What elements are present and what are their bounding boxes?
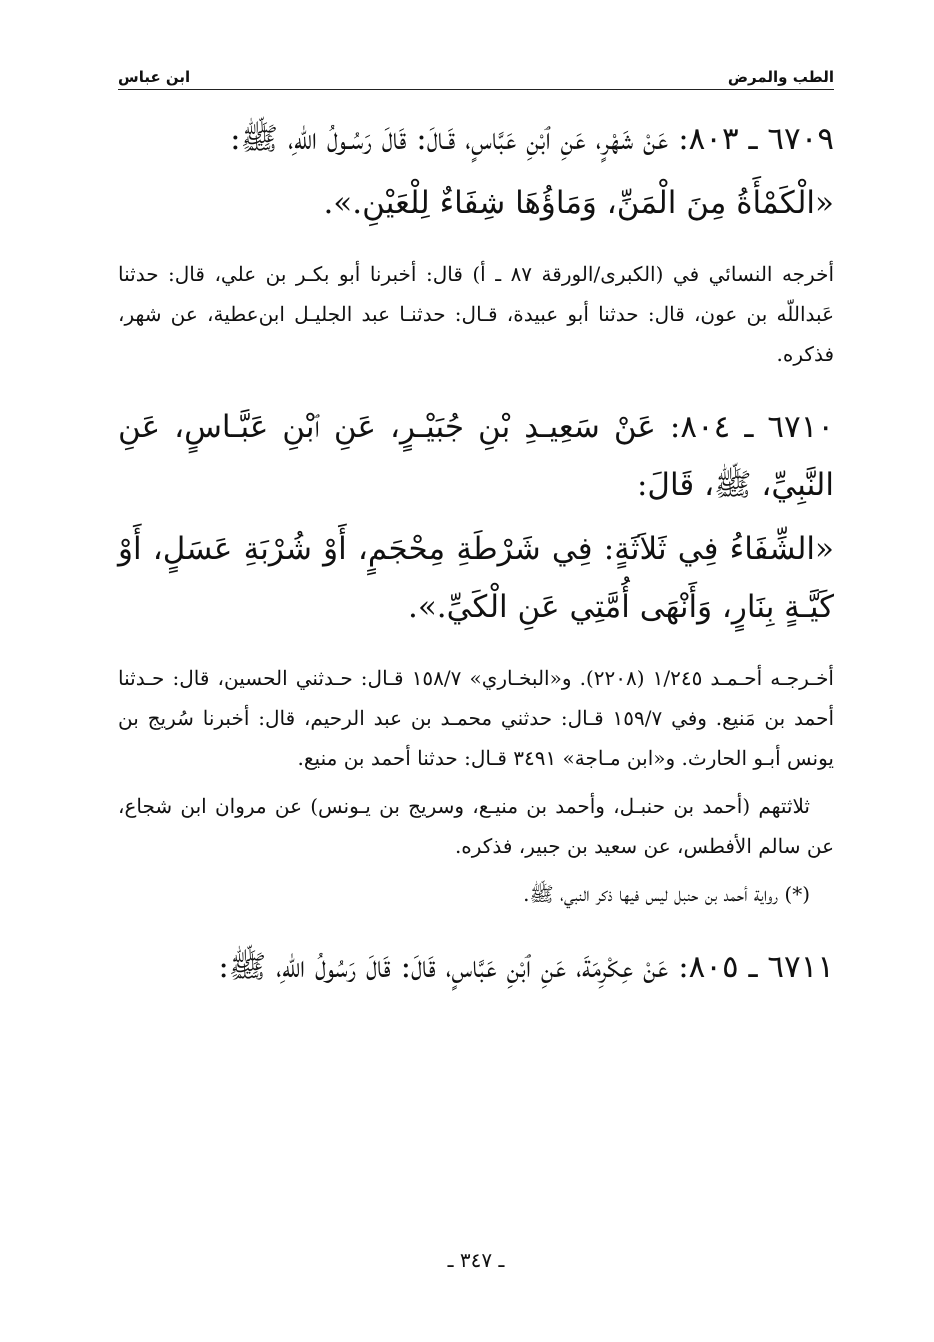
hadith-text: «الشِّفَاءُ فِي ثَلاَثَةٍ: فِي شَرْطَةِ مِحْجَمٍ، أَوْ شُرْبَةِ عَسَلٍ، أَوْ كَيَّـةٍ بِنَارٍ، وَأَنْهَى أُمَّتِي عَنِ الْكَيِّ.». [118,531,834,625]
chapter-title: الطب والمرض [727,68,834,86]
takhrij-note: أخـرجـه أحـمـد ١/٢٤٥ (٢٢٠٨). و«البخـاري» ١٥٨/٧ قـال: حـدثني الحسين، قال: حـدثنا أحمد بن مَنيع. وفي ١٥٩/٧ قـال: حدثني محمـد بن عبد الرحيم، قال: أخبرنا سُريج بن يونس أبـو الحارث. و«ابن مـاجة» ٣٤٩١ قـال: حدثنا أحمد بن منيع. [118,666,835,770]
takhrij-note: ثلاثتهم (أحمد بن حنبـل، وأحمد بن منيـع، وسريج بن يـونس) عن مروان ابن شجاع، عن سالم الأفطس، عن سعيد بن جبير، فذكره. [118,794,834,858]
hadith-heading: ٦٧١٠ ـ ٨٠٤: عَنْ سَعِيـدِ بْنِ جُبَيْـرٍ، عَنِ ٱبْنِ عَبَّـاسٍ، عَنِ النَّبِيِّ، ﷺ، قَالَ: [118,409,834,503]
page-number: ـ ٣٤٧ ـ [447,1248,505,1272]
hadith-heading: ٦٧١١ ـ ٨٠٥: عَنْ عِكْرِمَةَ، عَنِ ٱبْنِ عَبَّاسٍ، قَالَ: قَالَ رَسُولُ اللّٰهِ، ﷺ: [218,949,834,985]
footnote: (*) رواية أحمد بن حنبل ليس فيها ذكر النبي، ﷺ. [523,882,810,906]
hadith-heading: ٦٧٠٩ ـ ٨٠٣: عَنْ شَهْرٍ، عَنِ ٱبْنِ عَبَّاسٍ، قَـالَ: قَالَ رَسُـولُ اللّٰهِ، ﷺ: [230,121,834,157]
document-page [118,68,835,1272]
hadith-text: «الْكَمْأَةُ مِنَ الْمَنِّ، وَمَاؤُهَا شِفَاءٌ لِلْعَيْنِ.». [323,185,834,221]
running-header [118,68,834,90]
takhrij-note: أخرجه النسائي في (الكبرى/الورقة ٨٧ ـ أ) قال: أخبرنا أبو بكـر بن علي، قال: حدثنا عَبداللّه بن عون، قال: حدثنا أبو عبيدة، قـال: حدثنـا عبد الجليـل ابن‌عطية، عن شهر، فذكره. [118,262,834,366]
book-title: ابن عباس [118,68,191,86]
